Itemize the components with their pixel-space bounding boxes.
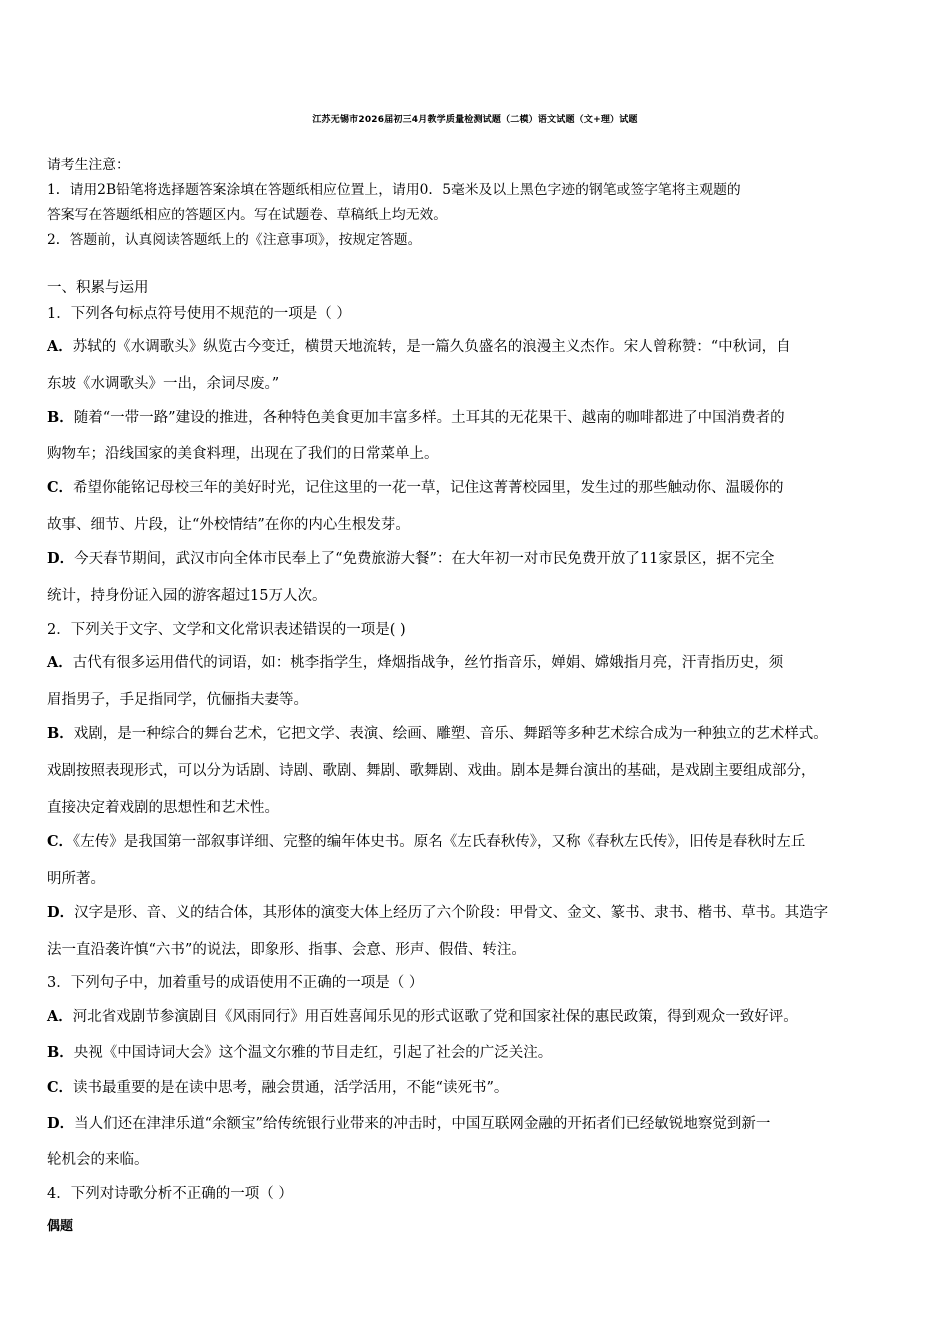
- question-3-option-d: [47, 1112, 770, 1133]
- option-text: 今天春节期间，武汉市向全体市民奉上了“免费旅游大餐”：在大年初一对市民免费开放了11家景区，据不完全: [74, 551, 775, 567]
- option-text: 苏轼的《水调歌头》纵览古今变迁，横贯天地流转，是一篇久负盛名的浪漫主义杰作。宋人曾称赞：“中秋词，自: [72, 339, 791, 355]
- option-text: 汉字是形、音、义的结合体，其形体的演变大体上经历了六个阶段：甲骨文、金文、篆书、隶书、楷书、草书。其造字: [74, 905, 829, 921]
- page-title: 江苏无锡市2026届初三4月教学质量检测试题（二模）语文试题（文+理）试题: [312, 115, 638, 125]
- question-1-option-b: [47, 406, 785, 427]
- option-text: 《左传》是我国第一部叙事详细、完整的编年体史书。原名《左氏春秋传》，又称《春秋左氏传》，旧传是春秋时左丘: [73, 834, 806, 850]
- option-label: C．: [47, 479, 74, 496]
- question-2-option-b-cont: 戏剧按照表现形式，可以分为话剧、诗剧、歌剧、舞剧、歌舞剧、戏曲。剧本是舞台演出的基础，是戏剧主要组成部分，: [47, 763, 816, 779]
- option-label: A．: [47, 1008, 73, 1025]
- option-label: B．: [47, 725, 74, 742]
- option-text: 读书最重要的是在读中思考，融会贯通，活学活用，不能“读死书”。: [73, 1080, 509, 1096]
- question-2-option-d: [47, 901, 828, 922]
- question-4-stem: 4．下列对诗歌分析不正确的一项（ ）: [47, 1186, 293, 1202]
- question-2-option-c-cont: 明所著。: [47, 871, 105, 887]
- question-2-option-b-cont-2: 直接决定着戏剧的思想性和艺术性。: [47, 800, 279, 816]
- option-label: A．: [47, 338, 73, 355]
- notice-item-2: 2．答题前，认真阅读答题纸上的《注意事项》，按规定答题。: [47, 232, 422, 248]
- question-1-option-a: [47, 335, 791, 356]
- option-label: B．: [47, 1044, 74, 1061]
- question-1-option-c-cont: 故事、细节、片段，让“外校情结”在你的内心生根发芽。: [47, 517, 410, 533]
- option-label: B．: [47, 409, 74, 426]
- question-2-option-a-cont: 眉指男子，手足指同学，伉俪指夫妻等。: [47, 692, 308, 708]
- question-3-stem: 3．下列句子中，加着重号的成语使用不正确的一项是（ ）: [47, 975, 424, 991]
- option-label: D．: [47, 904, 75, 921]
- option-text: 戏剧，是一种综合的舞台艺术，它把文学、表演、绘画、雕塑、音乐、舞蹈等多种艺术综合成为一种独立的艺术样式。: [73, 726, 828, 742]
- option-label: C．: [47, 1079, 74, 1096]
- option-text: 央视《中国诗词大会》这个温文尔雅的节目走红，引起了社会的广泛关注。: [73, 1045, 553, 1061]
- question-2-option-d-cont: 法一直沿袭许慎“六书”的说法，即象形、指事、会意、形声、假借、转注。: [47, 942, 526, 958]
- question-1-option-a-cont: 东坡《水调歌头》一出，余词尽废。”: [47, 376, 280, 392]
- option-text: 希望你能铭记母校三年的美好时光，记住这里的一花一草，记住这菁菁校园里，发生过的那些触动你、温暖你的: [73, 480, 784, 496]
- question-2-stem: 2．下列关于文字、文学和文化常识表述错误的一项是( ): [47, 622, 406, 638]
- question-3-option-b: [47, 1041, 552, 1062]
- option-text: 河北省戏剧节参演剧目《风雨同行》用百姓喜闻乐见的形式讴歌了党和国家社保的惠民政策，得到观众一致好评。: [72, 1009, 798, 1025]
- option-text: 古代有很多运用借代的词语，如：桃李指学生，烽烟指战争，丝竹指音乐，婵娟、嫦娥指月亮，汗青指历史，须: [72, 655, 784, 671]
- question-2-option-a: [47, 651, 783, 672]
- question-2-option-c: [47, 830, 805, 851]
- poem-title: 偶题: [47, 1219, 74, 1234]
- question-1-option-b-cont: 购物车；沿线国家的美食料理，出现在了我们的日常菜单上。: [47, 446, 439, 462]
- question-1-option-d: [47, 547, 774, 568]
- question-3-option-d-cont: 轮机会的来临。: [47, 1152, 149, 1168]
- notice-item-1-line-1: 1．请用2B铅笔将选择题答案涂填在答题纸相应位置上，请用0．5毫米及以上黑色字迹的钢笔或签字笔将主观题的: [47, 182, 741, 198]
- option-label: D．: [47, 550, 75, 567]
- section-heading: 一、积累与运用: [47, 280, 149, 296]
- option-text: 随着“一带一路”建设的推进，各种特色美食更加丰富多样。土耳其的无花果干、越南的咖啡都进了中国消费者的: [73, 410, 785, 426]
- question-1-option-d-cont: 统计，持身份证入园的游客超过15万人次。: [47, 588, 327, 604]
- option-label: C．: [47, 833, 74, 850]
- option-label: D．: [47, 1115, 75, 1132]
- question-2-option-b: [47, 722, 828, 743]
- option-text: 当人们还在津津乐道“余额宝”给传统银行业带来的冲击时，中国互联网金融的开拓者们已经敏锐地察觉到新一: [74, 1116, 771, 1132]
- notice-item-1-line-2: 答案写在答题纸相应的答题区内。写在试题卷、草稿纸上均无效。: [47, 207, 448, 223]
- notice-heading: 请考生注意：: [47, 157, 130, 173]
- question-3-option-c: [47, 1076, 508, 1097]
- question-1-stem: 1．下列各句标点符号使用不规范的一项是（ ）: [47, 306, 351, 322]
- question-1-option-c: [47, 476, 784, 497]
- option-label: A．: [47, 654, 73, 671]
- question-3-option-a: [47, 1005, 798, 1026]
